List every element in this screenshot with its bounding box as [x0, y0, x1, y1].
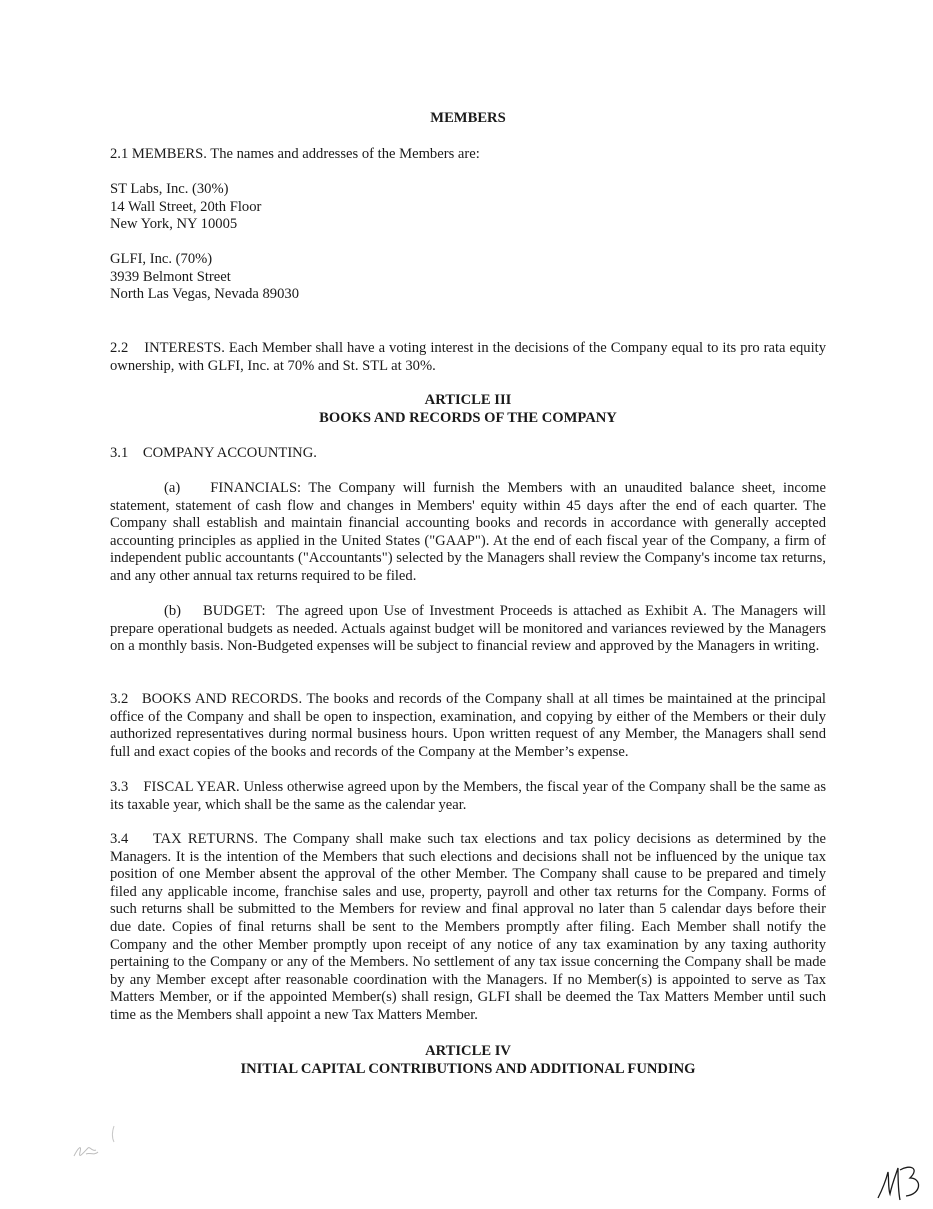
member-name: GLFI, Inc. (70%) — [110, 251, 213, 267]
member-street: 14 Wall Street, 20th Floor — [110, 198, 262, 215]
article-title: ARTICLE IV — [425, 1043, 511, 1059]
article-title: ARTICLE III — [424, 392, 512, 408]
section-2-2: 2.2 INTERESTS. Each Member shall have a voting interest in the decisions of the Company equal to its pro rata equity ownership, with GLFI, Inc. at 70% and St. STL at 30%. — [110, 340, 826, 374]
article-subtitle: BOOKS AND RECORDS OF THE COMPANY — [319, 409, 617, 426]
member-name: ST Labs, Inc. (30%) — [110, 181, 229, 197]
member-address-1 — [110, 181, 826, 234]
section-3-1: 3.1 COMPANY ACCOUNTING. — [110, 445, 317, 461]
member-city: New York, NY 10005 — [110, 216, 238, 233]
section-3-3: 3.3 FISCAL YEAR. Unless otherwise agreed upon by the Members, the fiscal year of the Company shall be the same as its taxable year, which shall be the same as the calendar year. — [110, 779, 826, 813]
section-3-1-b: (b) BUDGET: The agreed upon Use of Investment Proceeds is attached as Exhibit A. The Managers will prepare operational budgets as needed. Actuals against budget will be monitored and variances reviewed by the Managers on a monthly basis. Non-Budgeted expenses will be subject to financial review and approved by the Managers in writing. — [110, 603, 826, 655]
member-street: 3939 Belmont Street — [110, 268, 231, 285]
section-2-1: 2.1 MEMBERS. The names and addresses of the Members are: — [110, 146, 480, 162]
section-3-2: 3.2 BOOKS AND RECORDS. The books and records of the Company shall at all times be maintained at the principal office of the Company and shall be open to inspection, examination, and copying by either of the Members or their duly authorized representatives during normal business hours. Upon written request of any Member, the Managers shall send full and exact copies of the books and records of the Company at the Member’s expense. — [110, 691, 826, 760]
section-3-1-a: (a) FINANCIALS: The Company will furnish the Members with an unaudited balance sheet, income statement, statement of cash flow and changes in Members' equity within 45 days after the end of each quarter. The Company shall establish and maintain financial accounting books and records in accordance with generally accepted accounting principles as applied in the United States ("GAAP"). At the end of each fiscal year of the Company, a firm of independent public accountants ("Accountants") selected by the Managers shall review the Company's income tax returns, and any other annual tax returns required to be filed. — [110, 480, 826, 584]
article-subtitle: INITIAL CAPITAL CONTRIBUTIONS AND ADDITIONAL FUNDING — [240, 1060, 696, 1077]
article-4-heading — [110, 1043, 826, 1078]
section-3-4: 3.4 TAX RETURNS. The Company shall make such tax elections and tax policy decisions as determined by the Managers. It is the intention of the Members that such elections and decisions shall not be influenced by the unique tax position of one Member absent the approval of the other Member. The Company shall cause to be prepared and timely filed any applicable income, franchise sales and use, property, payroll and other tax returns for the Company. Forms of such returns shall be submitted to the Members for review and final approval no later than 5 calendar days before their due date. Copies of final returns shall be sent to the Members promptly after filing. Each Member shall notify the Company and the other Member promptly upon receipt of any notice of any tax examination by any taxing authority pertaining to the Company or any of the Members. No settlement of any tax issue concerning the Company shall be made by any Member except after reasonable coordination with the Managers. If no Member(s) is appointed to serve as Tax Matters Member, or if the appointed Member(s) shall resign, GLFI shall be deemed the Tax Matters Member until such time as the Members shall appoint a new Tax Matters Member. — [110, 831, 826, 1023]
members-heading: MEMBERS — [430, 110, 506, 126]
initials-right-icon — [876, 1162, 926, 1202]
member-city: North Las Vegas, Nevada 89030 — [110, 286, 299, 303]
member-address-2 — [110, 251, 826, 304]
initials-left-icon — [68, 1122, 128, 1167]
article-3-heading — [110, 392, 826, 427]
